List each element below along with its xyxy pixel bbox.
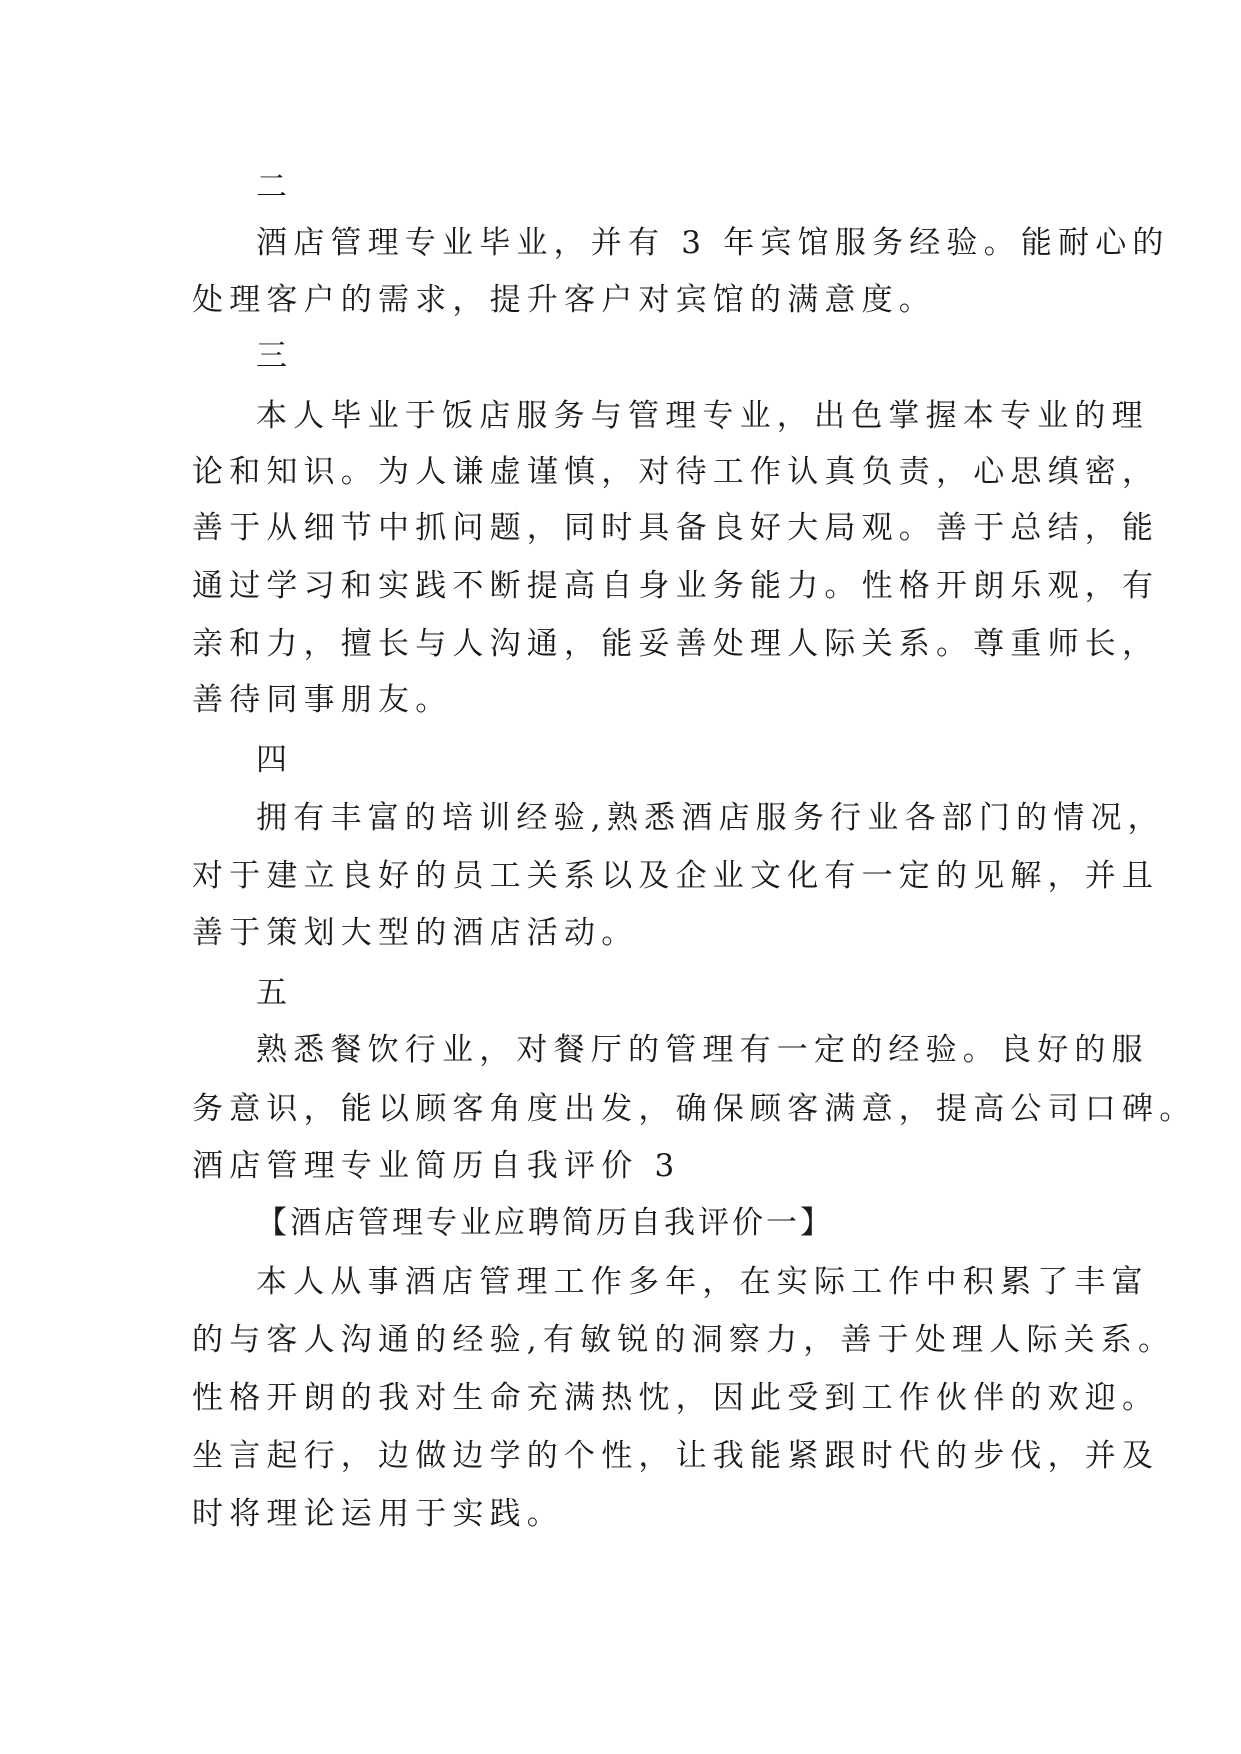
- section-marker-four: 四: [256, 742, 294, 778]
- paragraph-line: 本人毕业于饭店服务与管理专业，出色掌握本专业的理: [256, 398, 1149, 434]
- paragraph-line: 坐言起行，边做边学的个性，让我能紧跟时代的步伐，并及: [192, 1438, 1160, 1474]
- paragraph-line: 本人从事酒店管理工作多年，在实际工作中积累了丰富: [256, 1264, 1149, 1300]
- paragraph-line: 论和知识。为人谦虚谨慎，对待工作认真负责，心思缜密，: [192, 454, 1160, 490]
- paragraph-line: 性格开朗的我对生命充满热忱，因此受到工作伙伴的欢迎。: [192, 1380, 1160, 1416]
- paragraph-line: 处理客户的需求，提升客户对宾馆的满意度。: [192, 282, 936, 318]
- section-marker-three: 三: [256, 338, 294, 374]
- section-heading: 酒店管理专业简历自我评价 3: [192, 1148, 681, 1184]
- paragraph-line: 善于策划大型的酒店活动。: [192, 915, 639, 951]
- paragraph-line: 通过学习和实践不断提高自身业务能力。性格开朗乐观，有: [192, 568, 1160, 604]
- paragraph-line: 善于从细节中抓问题，同时具备良好大局观。善于总结，能: [192, 510, 1160, 546]
- section-marker-two: 二: [256, 169, 294, 205]
- subsection-heading: 【酒店管理专业应聘简历自我评价一】: [256, 1205, 834, 1241]
- paragraph-line: 亲和力，擅长与人沟通，能妥善处理人际关系。尊重师长，: [192, 626, 1160, 662]
- paragraph-line: 酒店管理专业毕业，并有 3 年宾馆服务经验。能耐心的: [256, 225, 1170, 261]
- paragraph-line: 拥有丰富的培训经验,熟悉酒店服务行业各部门的情况，: [256, 800, 1165, 836]
- paragraph-line: 善待同事朋友。: [192, 682, 453, 718]
- paragraph-line: 务意识，能以顾客角度出发，确保顾客满意，提高公司口碑。: [192, 1091, 1197, 1127]
- paragraph-line: 的与客人沟通的经验,有敏锐的洞察力，善于处理人际关系。: [192, 1322, 1176, 1358]
- section-marker-five: 五: [256, 975, 294, 1011]
- paragraph-line: 对于建立良好的员工关系以及企业文化有一定的见解，并且: [192, 858, 1160, 894]
- paragraph-line: 熟悉餐饮行业，对餐厅的管理有一定的经验。良好的服: [256, 1032, 1149, 1068]
- paragraph-line: 时将理论运用于实践。: [192, 1496, 564, 1532]
